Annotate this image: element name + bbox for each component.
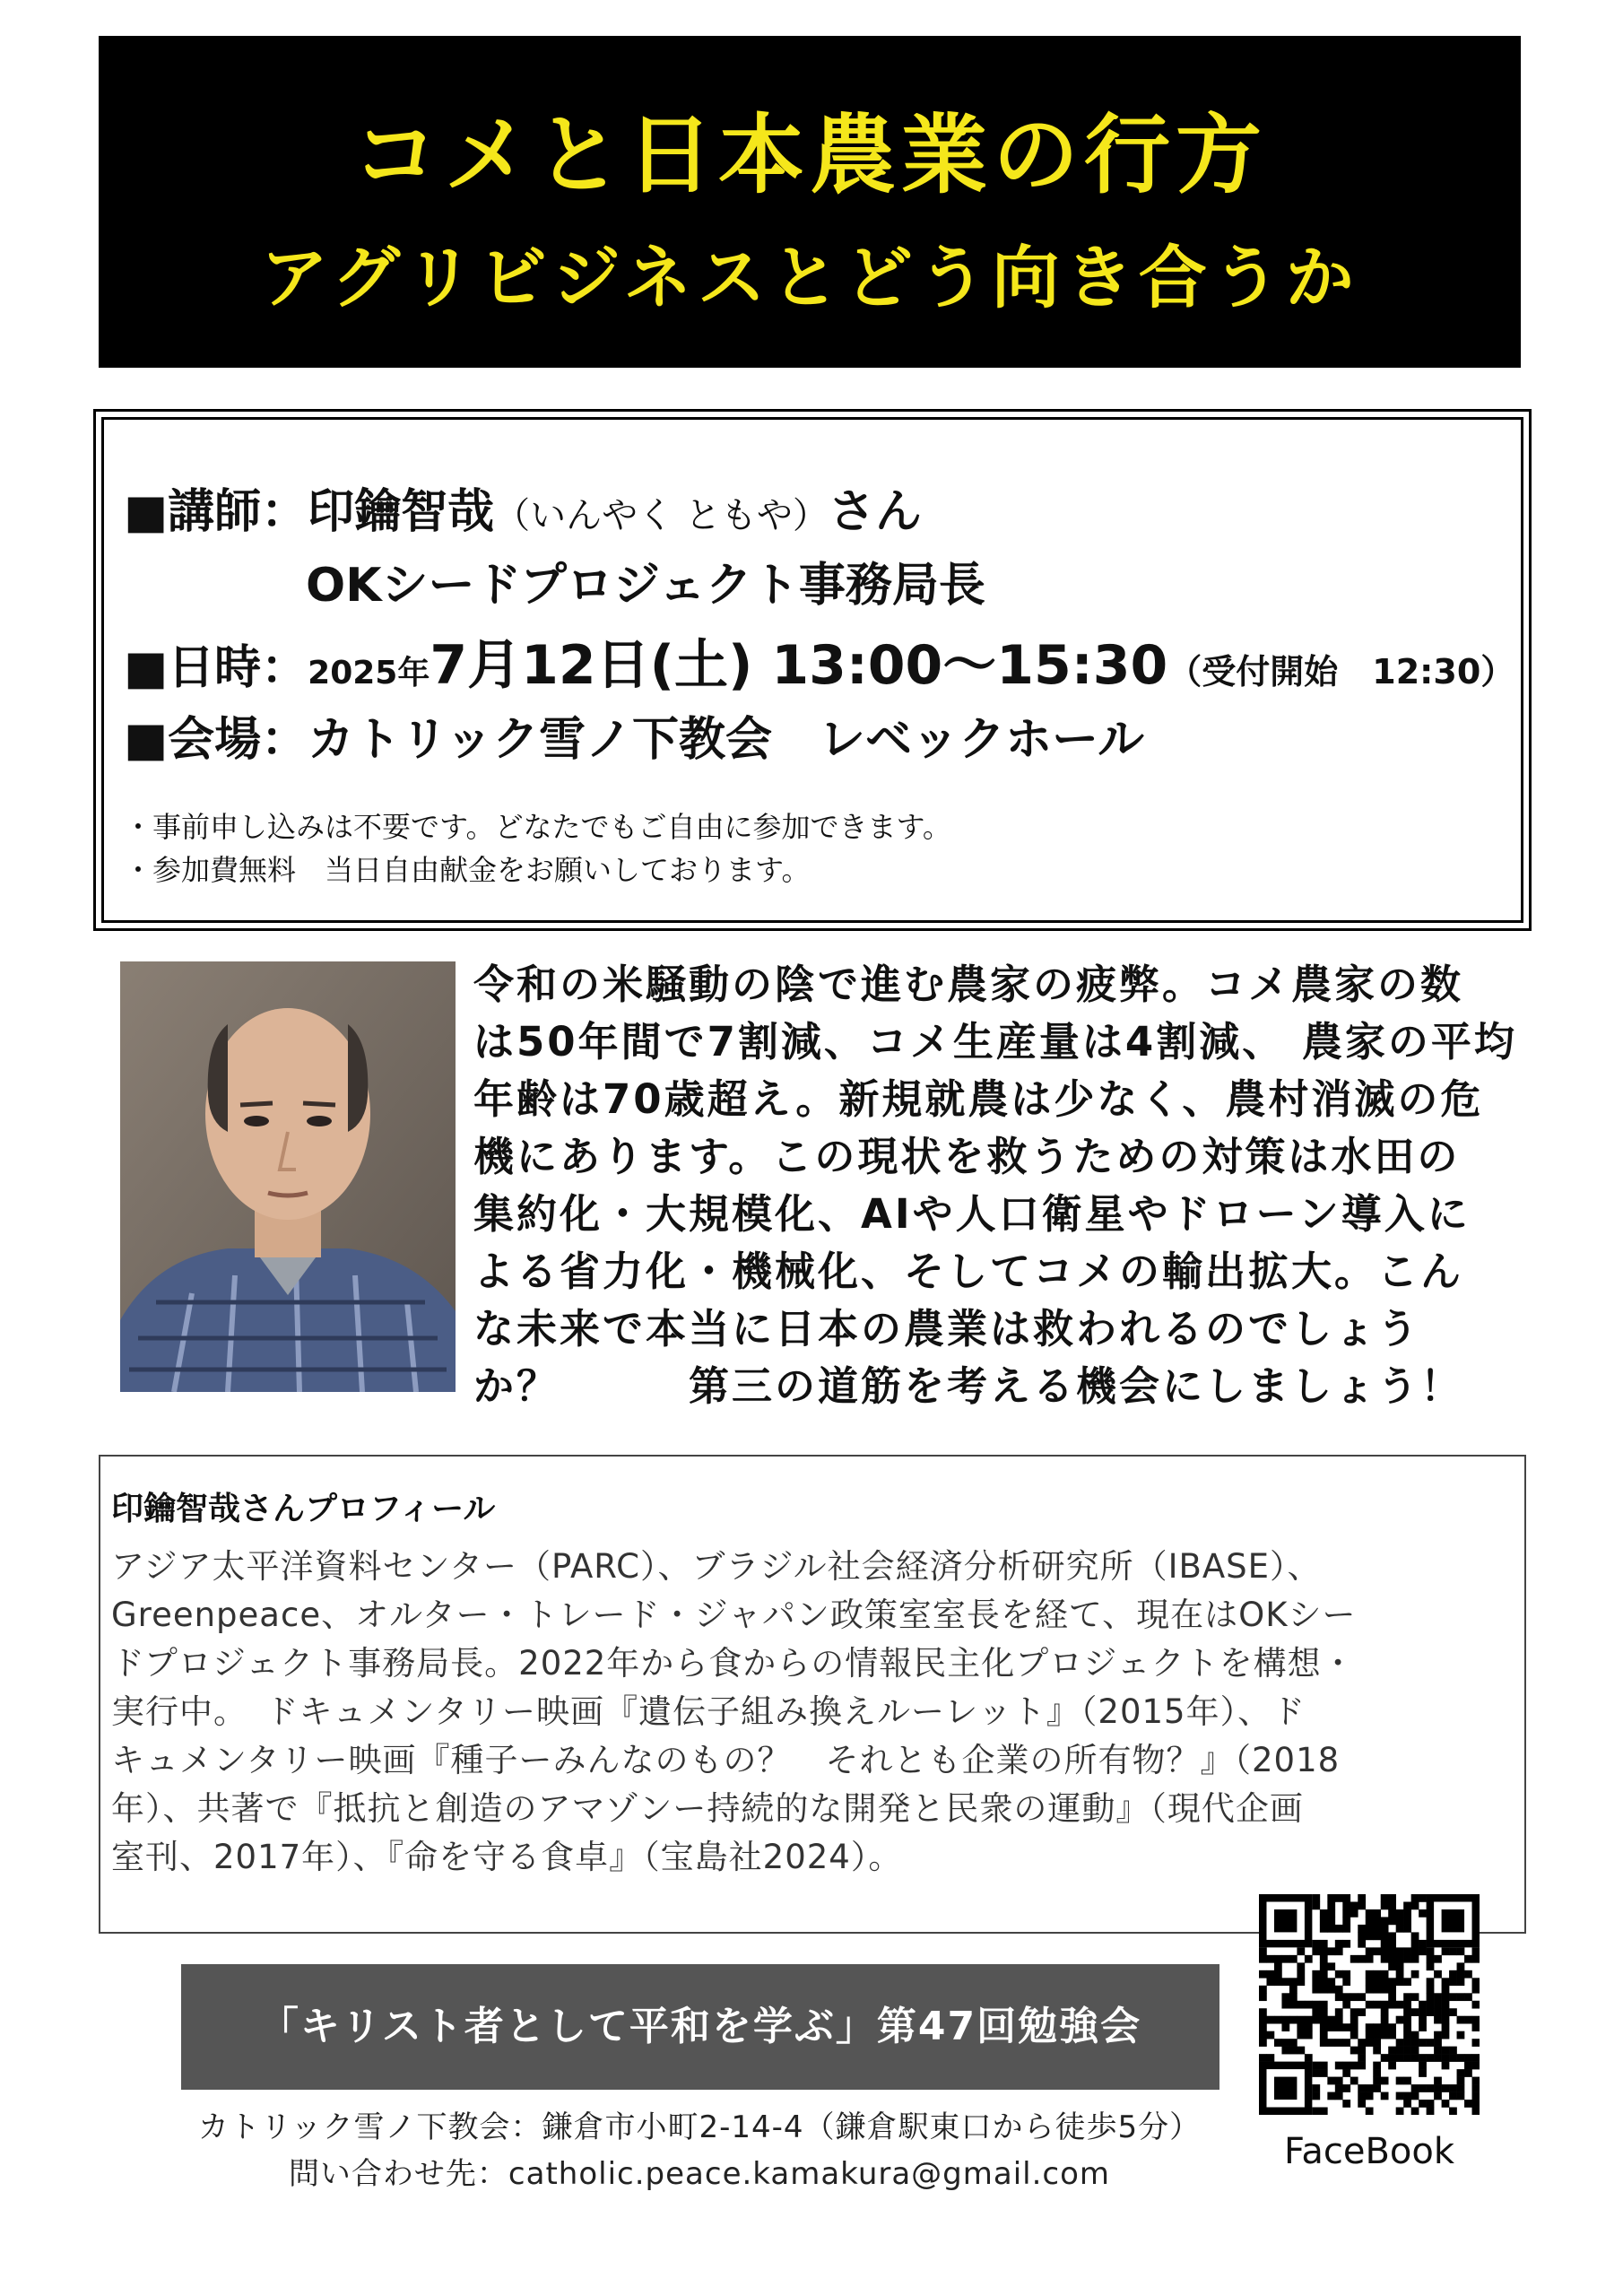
- title-banner: [99, 36, 1521, 368]
- event-info-inner: [101, 417, 1523, 923]
- lecturer-photo: [120, 961, 456, 1392]
- date-year: 2025年: [308, 655, 430, 691]
- description-line: 年齢は70歳超え。新規就農は少なく、農村消滅の危: [473, 1075, 1484, 1123]
- profile-title: 印鑰智哉さんプロフィール: [111, 1491, 496, 1527]
- lecturer-suffix: さん: [828, 485, 922, 539]
- event-info-box: [93, 409, 1532, 931]
- description-line: 集約化・大規模化、AIや人口衛星やドローン導入に: [473, 1190, 1471, 1238]
- profile-line: Greenpeace、オルター・トレード・ジャパン政策室室長を経て、現在はOKシー: [111, 1596, 1357, 1634]
- venue-label: ■会場：: [124, 713, 308, 767]
- event-subtitle: アグリビジネスとどう向き合うか: [260, 238, 1359, 317]
- lecturer-label: ■講師：: [124, 485, 308, 539]
- date-label: ■日時：: [124, 641, 308, 695]
- lecturer-row: [124, 474, 922, 541]
- date-main: 7月12日(土) 13:00〜15:30: [430, 634, 1168, 697]
- description-line: 令和の米騒動の陰で進む農家の疲弊。コメ農家の数: [473, 961, 1464, 1008]
- profile-line: アジア太平洋資料センター（PARC）、ブラジル社会経済分析研究所（IBASE）、: [111, 1547, 1322, 1586]
- description-line: か？ 第三の道筋を考える機会にしましょう！: [473, 1362, 1464, 1410]
- event-title: コメと日本農業の行方: [352, 105, 1267, 205]
- description-line: 機にあります。この現状を救うための対策は水田の: [473, 1133, 1461, 1180]
- date-note: （受付開始 12:30）: [1167, 652, 1515, 691]
- event-notes: [124, 805, 951, 891]
- description-line: は50年間で7割減、コメ生産量は4割減、 農家の平均: [473, 1018, 1517, 1065]
- description-line: な未来で本当に日本の農業は救われるのでしょう: [473, 1305, 1421, 1352]
- profile-text: [111, 1543, 1517, 1882]
- venue-row: [124, 701, 1144, 769]
- contact-email[interactable]: 問い合わせ先：catholic.peace.kamakura@gmail.com: [288, 2156, 1111, 2192]
- church-address: カトリック雪ノ下教会：鎌倉市小町2-14-4（鎌倉駅東口から徒歩5分）: [197, 2109, 1202, 2145]
- event-description: [473, 956, 1523, 1415]
- series-banner: 「キリスト者として平和を学ぶ」第47回勉強会: [181, 1964, 1219, 2090]
- profile-line: ドプロジェクト事務局長。2022年から食からの情報民主化プロジェクトを構想・: [111, 1644, 1356, 1683]
- profile-line: キュメンタリー映画『種子ーみんなのもの？ それとも企業の所有物？』（2018: [111, 1741, 1341, 1779]
- lecturer-role: OKシードプロジェクト事務局長: [306, 559, 985, 613]
- profile-box: [99, 1455, 1526, 1934]
- date-row: [124, 622, 1515, 700]
- profile-line: 実行中。 ドキュメンタリー映画『遺伝子組み換えルーレット』（2015年）、ド: [111, 1692, 1306, 1731]
- note-fee: ・参加費無料 当日自由献金をお願いしております。: [124, 853, 811, 887]
- note-registration: ・事前申し込みは不要です。どなたでもご自由に参加できます。: [124, 810, 951, 844]
- profile-line: 年）、共著で『抵抗と創造のアマゾンー持続的な開発と民衆の運動』（現代企画: [111, 1789, 1304, 1828]
- lecturer-name: 印鑰智哉: [308, 485, 495, 539]
- qr-code-icon[interactable]: [1259, 1894, 1480, 2115]
- venue: カトリック雪ノ下教会 レベックホール: [308, 713, 1145, 767]
- profile-line: 室刊、2017年）、『命を守る食卓』（宝島社2024）。: [111, 1838, 903, 1876]
- lecturer-reading: （いんやく ともや）: [494, 495, 829, 536]
- description-line: よる省力化・機械化、そしてコメの輸出拡大。こん: [473, 1248, 1464, 1295]
- qr-label: FaceBook: [1284, 2131, 1454, 2172]
